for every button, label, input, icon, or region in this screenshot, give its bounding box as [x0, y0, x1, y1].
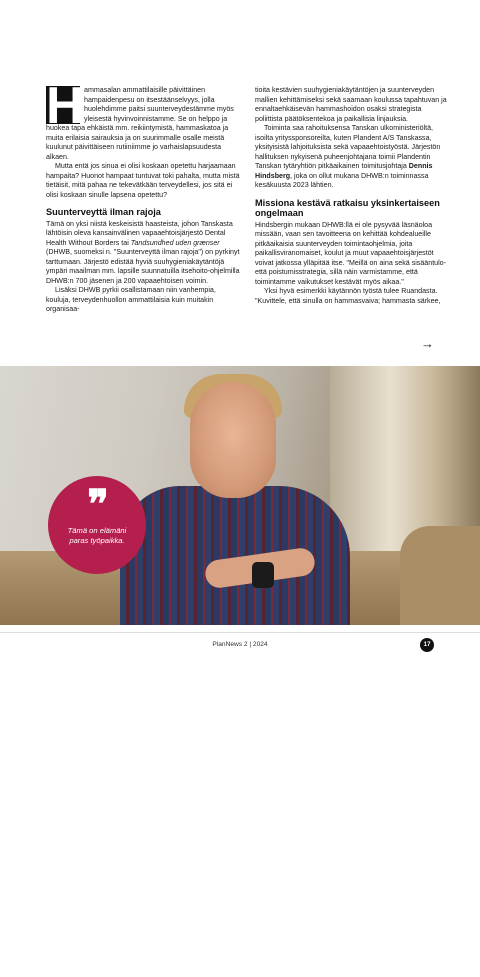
paragraph-dhwb: [46, 220, 241, 287]
paragraph-rwanda: Yksi hyvä esimerkki käytännön työstä tulee Ruandasta. "Kuvittele, että sinulla on hammasvaiva; hammasta särkee,: [255, 287, 441, 305]
chairman-name: Dennis Hindsberg: [255, 162, 433, 180]
article-column-right: [255, 86, 450, 315]
pull-quote: [48, 476, 146, 574]
caption-text: Plandent A/S:n toimitusjohtaja: [306, 971, 377, 977]
paragraph-funding-text-b: , joka on ollut mukana DHWB:n toiminnassa kesäkuusta 2023 lähtien.: [255, 171, 429, 189]
photo-sofa-arm: [400, 526, 480, 625]
photo-watch: [252, 562, 274, 588]
paragraph-question: Mutta entä jos sinua ei olisi koskaan opetettu harjaamaan hampaita? Huonot hampaat tuntuvat toki pahalta, mutta mistä tietäisit, mitä pahaa ne tekevätkään terveydellesi, jos sitä ei olisi koskaan sinulle lapsena opetettu?: [46, 162, 240, 199]
subheading-mission: Missiona kestävä ratkaisu yksinkertaiseen ongelmaan: [255, 197, 440, 218]
paragraph-policy: tioita kestävien suuhygieniakäytäntöjen ja suunterveyden mallien kehittämiseksi sekä saamaan koulussa tapahtuvan ja ennaltaehkäisevän hammashoidon osaksi strategista poliittista päätöksentekoa ja paikallisia linjauksia.: [255, 86, 447, 123]
paragraph-funding-text-a: Toiminta saa rahoituksensa Tanskan ulkoministeriöltä, isoilta yrityssponsoreilta, kuten Plandent A/S Tanskassa, yksityisistä lahjoituksista sekä vapaaehtoistyöstä. Järjestön hallituksen nykyisenä puheenjohtajana toimii Plandentin Tanskan tytäryhtiön pitkäaikainen toimitusjohtaja: [255, 124, 441, 170]
photo-person-head: [190, 382, 276, 498]
page-number: 17: [420, 638, 434, 652]
paragraph-engagement: Lisäksi DHWB pyrkii osallistamaan niin vanhempia, kouluja, terveydenhuollon ammattilaisia kuin muitakin organisaa-: [46, 286, 216, 313]
intro-text: ammasalan ammattilaisille päivittäinen hampaidenpesu on itsestäänselvyys, jolla huolehdimme paitsi suunterveydestämme myös yleisestä hyvinvoinnistamme. Se on helppo ja huokea tapa ehkäistä mm. reikiintymistä, hammaskatoa ja muita erilaisia sairauksia ja on suurimmalle osalle meistä kuulunut päivittäiseen rutiiniimme jo varhaislapsuudesta alkaen.: [46, 86, 234, 161]
drop-cap: H: [46, 77, 84, 135]
article-column-left: [46, 77, 241, 315]
footer-divider: [0, 632, 480, 633]
footer-publication: PlanNews 2 | 2024: [212, 641, 268, 648]
article-body: [46, 77, 450, 315]
paragraph-strategy: Hindsbergin mukaan DHWB:llä ei ole pysyvää läsnäoloa missään, vaan sen tavoitteena on kehittää kohdealueille pitkäaikaisia suunterveyden toimintaohjelmia, joita paikallisviranomaiset, koulut ja muut vapaaehtoisjärjestöt voivat jatkossa ylläpitää itse. "Meillä on aina sekä sisääntulo- että poistumisstrategia, sillä näin varmistamme, että toimintamme vaikutukset kestävät myös aikaa.": [255, 220, 446, 286]
quote-mark-icon: ❞: [87, 482, 107, 527]
danish-name: Tandsundhed uden grænser: [130, 238, 220, 247]
paragraph-dhwb-text-a: Tämä on yksi niistä keskeisistä haasteista, johon Tanskasta lähtöisin oleva kansainvälinen vapaaehtoisjärjestö Dental Health Without Borders tai: [46, 219, 233, 247]
intro-paragraph: [46, 77, 241, 162]
pull-quote-text: Tämä on elämäni paras työpaikka.: [67, 526, 127, 545]
paragraph-funding: [255, 124, 450, 191]
caption-name: Dennis Hindsberg.: [376, 971, 423, 977]
photo-person-shirt: [120, 486, 350, 625]
subheading-borders: Suunterveyttä ilman rajoja: [46, 207, 161, 217]
photo-caption: [306, 971, 422, 977]
continue-arrow-icon: →: [421, 336, 434, 351]
paragraph-dhwb-text-b: (DHWB, suomeksi n. "Suunterveyttä ilman rajoja") on pyrkinyt tarttumaan. Järjestö edistää hyviä suuhygieniakäytäntöjä ympäri maailman mm. lapsille suunnatuilla itsehoito-ohjelmilla DHWB:n 700 jäsenen ja 200 vapaaehtoisen voimin.: [46, 248, 240, 285]
